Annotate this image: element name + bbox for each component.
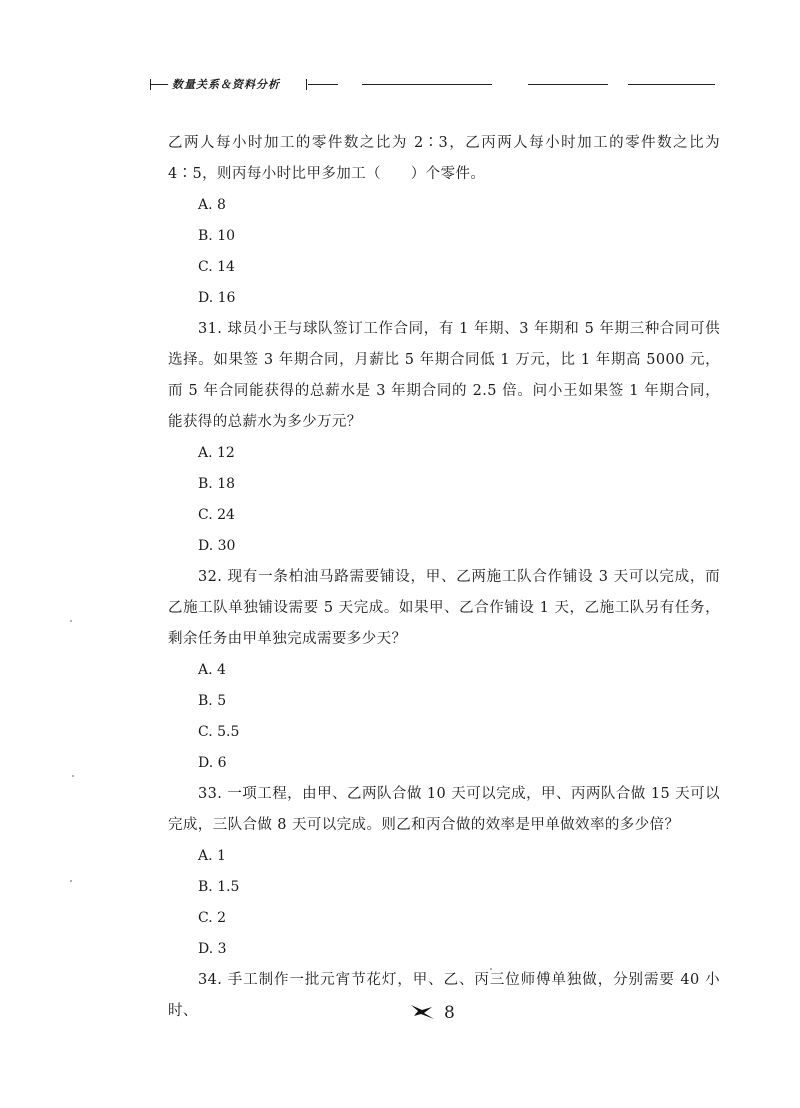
option-item: C. 2 xyxy=(198,910,227,926)
option-item: A. 8 xyxy=(198,197,226,213)
option-item: D. 16 xyxy=(198,290,236,306)
running-header xyxy=(150,74,715,96)
option-item: B. 18 xyxy=(198,476,236,492)
header-title: 数量关系＆资料分析 xyxy=(172,78,280,91)
option-item: C. 5.5 xyxy=(198,724,240,740)
page-content xyxy=(168,128,720,1027)
question-continuation-text: 乙两人每小时加工的零件数之比为 2∶3，乙丙两人每小时加工的零件数之比为 4∶5，则丙每小时比甲多加工（ ）个零件。 xyxy=(168,135,720,182)
scan-speck xyxy=(70,620,72,622)
page-footer xyxy=(410,998,455,1028)
question-32-text: 32. 现有一条柏油马路需要铺设，甲、乙两施工队合作铺设 3 天可以完成，而乙施工队单独铺设需要 5 天完成。如果甲、乙合作铺设 1 天，乙施工队另有任务，剩余任务由甲单独完成需要多少天？ xyxy=(168,569,720,647)
scan-speck xyxy=(490,968,492,970)
question-34-text: 34. 手工制作一批元宵节花灯，甲、乙、丙三位师傅单独做，分别需要 40 小时、 xyxy=(168,972,720,1019)
option-item: C. 14 xyxy=(198,259,235,275)
option-item: B. 5 xyxy=(198,693,227,709)
option-item: D. 30 xyxy=(198,538,236,554)
option-item: A. 4 xyxy=(198,662,226,678)
option-item: B. 10 xyxy=(198,228,236,244)
header-rule xyxy=(150,84,168,85)
header-bar-right xyxy=(306,79,307,90)
header-rule xyxy=(308,84,338,85)
option-item: C. 24 xyxy=(198,507,235,523)
option-item: D. 3 xyxy=(198,941,227,957)
question-31-text: 31. 球员小王与球队签订工作合同，有 1 年期、3 年期和 5 年期三种合同可供选择。如果签 3 年期合同，月薪比 5 年期合同低 1 万元，比 1 年期高 5000 元，而 5 年合同能获得的总薪水是 3 年期合同的 2.5 倍。问小王如果签 1 年期合同，能获得的总薪水为多少万元？ xyxy=(168,321,720,430)
option-item: D. 6 xyxy=(198,755,227,771)
header-rule xyxy=(528,84,608,85)
option-item: A. 1 xyxy=(198,848,226,864)
header-rule xyxy=(628,84,715,85)
header-rule xyxy=(362,84,492,85)
scan-speck xyxy=(72,775,74,777)
option-item: B. 1.5 xyxy=(198,879,240,895)
scan-speck xyxy=(70,880,72,882)
question-33-text: 33. 一项工程，由甲、乙两队合做 10 天可以完成，甲、丙两队合做 15 天可以完成，三队合做 8 天可以完成。则乙和丙合做的效率是甲单做效率的多少倍？ xyxy=(168,786,720,833)
page-number: 8 xyxy=(444,1003,455,1023)
swallow-icon xyxy=(410,1001,436,1025)
option-item: A. 12 xyxy=(198,445,235,461)
